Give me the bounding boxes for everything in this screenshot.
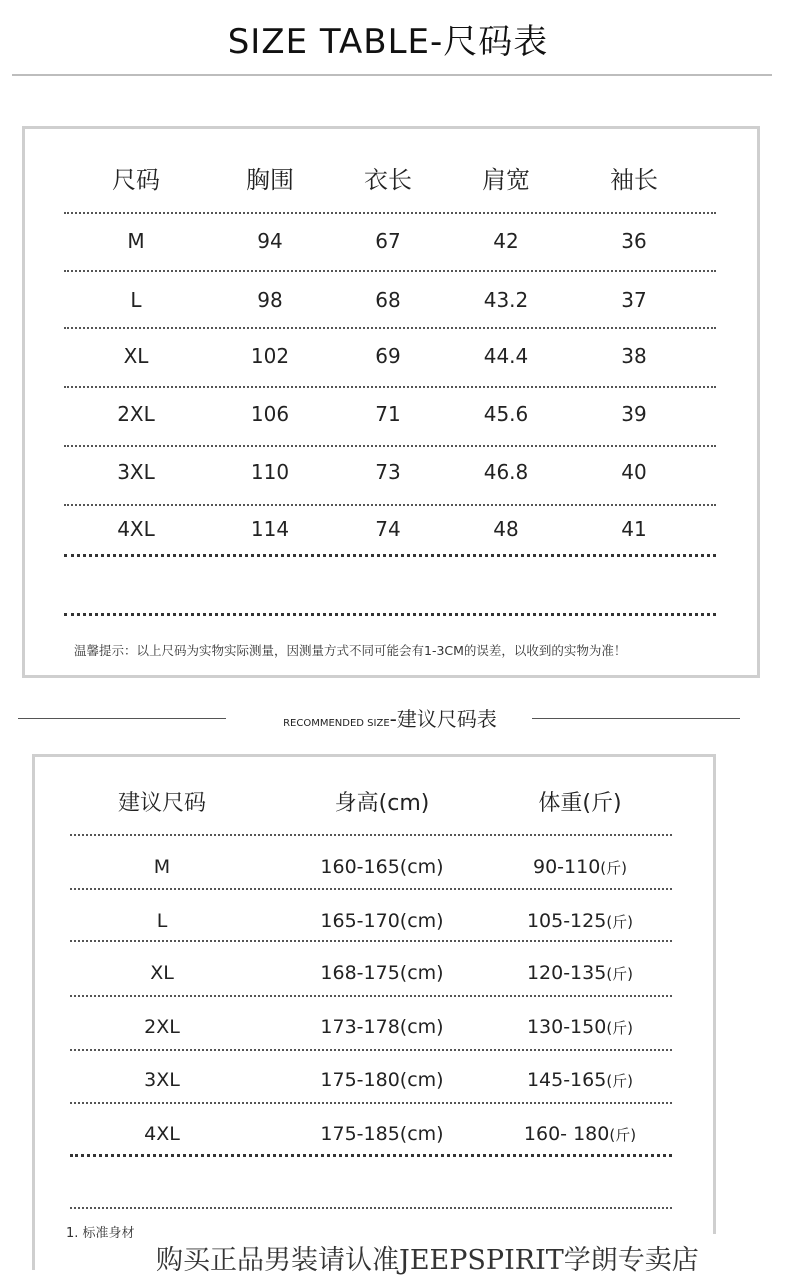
title-divider [12,74,772,76]
recommended-note: 1. 标准身材 [66,1226,135,1241]
size-table-cell: 73 [375,460,401,484]
recommended-height-cell: 175-185(cm) [320,1123,444,1145]
recommended-row-divider [70,834,672,836]
recommended-weight-cell [480,1069,680,1091]
size-table-cell: 3XL [117,460,155,484]
size-table-cell: 68 [375,288,401,312]
recommended-size-cell: 2XL [144,1016,180,1038]
recommended-title-suffix: -建议尺码表 [389,707,497,731]
size-table-cell: 98 [257,288,283,312]
size-table-cell: 69 [375,344,401,368]
recommended-weight-cell [480,1016,680,1038]
size-table-cell: M [127,229,145,253]
size-table-cell: 114 [250,517,290,541]
size-table-cell: 48 [493,517,519,541]
size-table-cell: 4XL [117,517,155,541]
recommended-weight-value: 120-135 [526,962,607,984]
recommended-table-frame [32,754,716,1270]
recommended-title [200,703,580,732]
recommended-row-divider [70,1154,672,1157]
recommended-weight-value: 90-110 [532,856,601,878]
size-table-cell: 42 [493,229,519,253]
size-table-cell: 46.8 [483,460,529,484]
size-table-cell: 106 [250,402,290,426]
size-table-cell: 37 [621,288,647,312]
size-header-cell: 肩宽 [482,166,530,194]
recommended-weight-value: 105-125 [526,910,607,932]
recommended-height-cell: 165-170(cm) [320,910,444,932]
size-table-row-divider [64,445,716,447]
recommended-weight-value: 160- 180 [523,1123,610,1145]
size-table-cell: 67 [375,229,401,253]
recommended-weight-cell [480,910,680,932]
size-table-cell: 94 [257,229,283,253]
recommended-weight-unit: (斤) [606,965,634,983]
recommended-weight-unit: (斤) [600,859,628,877]
size-table-cell: 39 [621,402,647,426]
size-table-cell: 45.6 [483,402,529,426]
size-table-cell: 44.4 [483,344,529,368]
recommended-header-cell: 建议尺码 [117,791,206,816]
recommended-size-cell: L [156,910,168,932]
recommended-weight-value: 130-150 [526,1016,607,1038]
recommended-height-cell: 168-175(cm) [320,962,444,984]
size-table-cell: 102 [250,344,290,368]
recommended-weight-unit: (斤) [606,913,634,931]
recommended-height-cell: 160-165(cm) [320,856,444,878]
size-table-cell: 40 [621,460,647,484]
recommended-size-cell: XL [150,962,174,984]
recommended-size-cell: M [153,856,171,878]
size-header-cell: 袖长 [610,166,658,194]
recommended-row-divider [70,888,672,890]
size-table-cell: L [130,288,142,312]
size-table-cell: 71 [375,402,401,426]
size-table-cell: 74 [375,517,401,541]
recommended-row-divider [70,1207,672,1209]
size-table-cell: 43.2 [483,288,529,312]
recommended-row-divider [70,1102,672,1104]
recommended-weight-unit: (斤) [606,1019,634,1037]
size-table-row-divider [64,212,716,214]
size-table-row-divider [64,554,716,557]
recommended-header-cell: 身高(cm) [334,791,430,816]
size-table-cell: 38 [621,344,647,368]
size-table-row-divider [64,327,716,329]
recommended-title-prefix: RECOMMENDED SIZE [283,718,390,729]
size-table-row-divider [64,613,716,616]
size-table-note: 温馨提示：以上尺码为实物实际测量，因测量方式不同可能会有1-3CM的误差，以收到的实物为准！ [74,643,627,658]
page-title: SIZE TABLE-尺码表 [227,22,549,62]
size-table-cell: 2XL [117,402,155,426]
recommended-row-divider [70,995,672,997]
recommended-row-divider [70,940,672,942]
recommended-weight-cell [480,962,680,984]
recommended-size-cell: 4XL [144,1123,180,1145]
size-table-cell: 41 [621,517,647,541]
size-header-cell: 尺码 [112,166,160,194]
size-header-cell: 胸围 [246,166,294,194]
recommended-weight-value: 145-165 [526,1069,607,1091]
size-table-cell: 36 [621,229,647,253]
size-table-row-divider [64,504,716,506]
recommended-height-cell: 173-178(cm) [320,1016,444,1038]
size-table-row-divider [64,270,716,272]
store-footer [150,1234,790,1282]
recommended-weight-cell [480,856,680,878]
recommended-row-divider [70,1049,672,1051]
recommended-height-cell: 175-180(cm) [320,1069,444,1091]
recommended-header-cell: 体重(斤) [538,791,622,816]
recommended-divider-left [18,718,226,719]
size-table-row-divider [64,386,716,388]
recommended-size-cell: 3XL [144,1069,180,1091]
recommended-weight-cell [480,1123,680,1145]
size-header-cell: 衣长 [364,166,412,194]
recommended-weight-unit: (斤) [606,1072,634,1090]
size-table-cell: 110 [250,460,290,484]
store-footer-text: 购买正品男装请认准JEEPSPIRIT学朗专卖店 [156,1245,699,1276]
size-table-cell: XL [123,344,149,368]
recommended-weight-unit: (斤) [609,1126,637,1144]
